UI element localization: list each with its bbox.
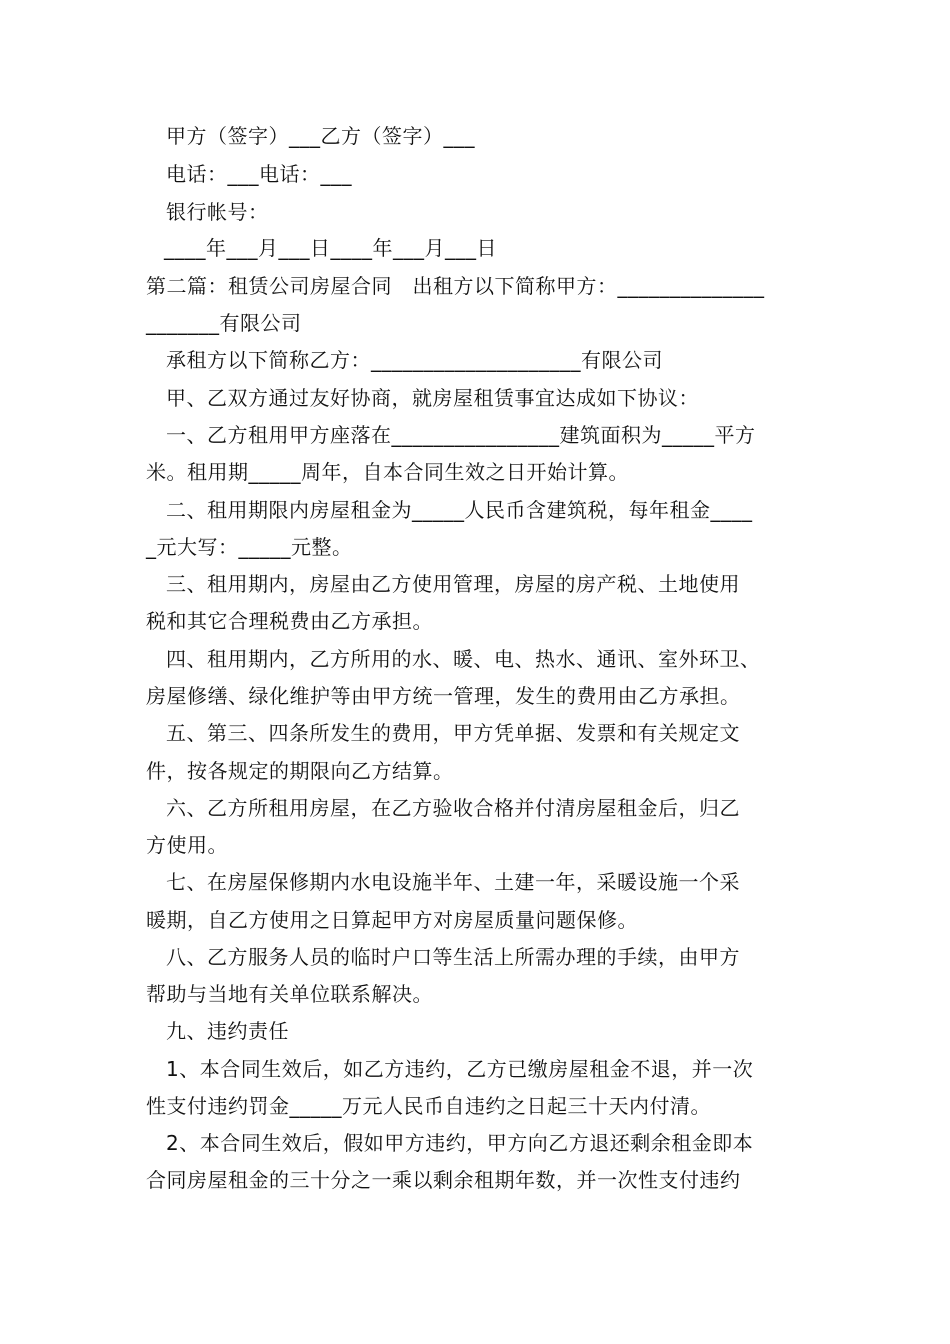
clause-9-2-line-1: 2、本合同生效后，假如甲方违约，甲方向乙方退还剩余租金即本 [166,1131,754,1155]
clause-9-heading: 九、违约责任 [166,1019,289,1043]
clause-9-1-line-1: 1、本合同生效后，如乙方违约，乙方已缴房屋租金不退，并一次 [166,1057,754,1081]
bank-account-line: 银行帐号： [166,200,269,224]
clause-1-line-2: 米。租用期_____周年，自本合同生效之日开始计算。 [146,460,629,484]
clause-9-2-line-2: 合同房屋租金的三十分之一乘以剩余租期年数，并一次性支付违约 [146,1168,741,1192]
clause-2-line-1: 二、租用期限内房屋租金为_____人民币含建筑税，每年租金____ [166,498,753,522]
clause-5-line-1: 五、第三、四条所发生的费用，甲方凭单据、发票和有关规定文 [166,721,740,745]
lessee-line: 承租方以下简称乙方：____________________有限公司 [166,348,663,372]
clause-1-line-1: 一、乙方租用甲方座落在________________建筑面积为_____平方 [166,423,756,447]
clause-8-line-2: 帮助与当地有关单位联系解决。 [146,982,433,1006]
lessor-company-line: _______有限公司 [146,311,302,335]
signature-line: 甲方（签字）___乙方（签字）___ [166,124,475,148]
date-line: ____年___月___日____年___月___日 [164,236,497,260]
clause-4-line-1: 四、租用期内，乙方所用的水、暖、电、热水、通讯、室外环卫、 [166,647,761,671]
clause-7-line-1: 七、在房屋保修期内水电设施半年、土建一年，采暖设施一个采 [166,870,740,894]
clause-3-line-2: 税和其它合理税费由乙方承担。 [146,609,433,633]
agreement-intro: 甲、乙双方通过友好协商，就房屋租赁事宜达成如下协议： [166,386,699,410]
clause-4-line-2: 房屋修缮、绿化维护等由甲方统一管理，发生的费用由乙方承担。 [146,684,741,708]
phone-line: 电话：___电话：___ [166,162,352,186]
clause-9-1-line-2: 性支付违约罚金_____万元人民币自违约之日起三十天内付清。 [146,1094,711,1118]
clause-6-line-1: 六、乙方所租用房屋，在乙方验收合格并付清房屋租金后，归乙 [166,796,740,820]
clause-3-line-1: 三、租用期内，房屋由乙方使用管理，房屋的房产税、土地使用 [166,572,740,596]
clause-7-line-2: 暖期，自乙方使用之日算起甲方对房屋质量问题保修。 [146,908,638,932]
clause-6-line-2: 方使用。 [146,833,228,857]
section-heading: 第二篇：租赁公司房屋合同 出租方以下简称甲方：______________ [146,274,765,298]
clause-2-line-2: _元大写：_____元整。 [146,535,353,559]
clause-5-line-2: 件，按各规定的期限向乙方结算。 [146,759,454,783]
clause-8-line-1: 八、乙方服务人员的临时户口等生活上所需办理的手续，由甲方 [166,945,740,969]
